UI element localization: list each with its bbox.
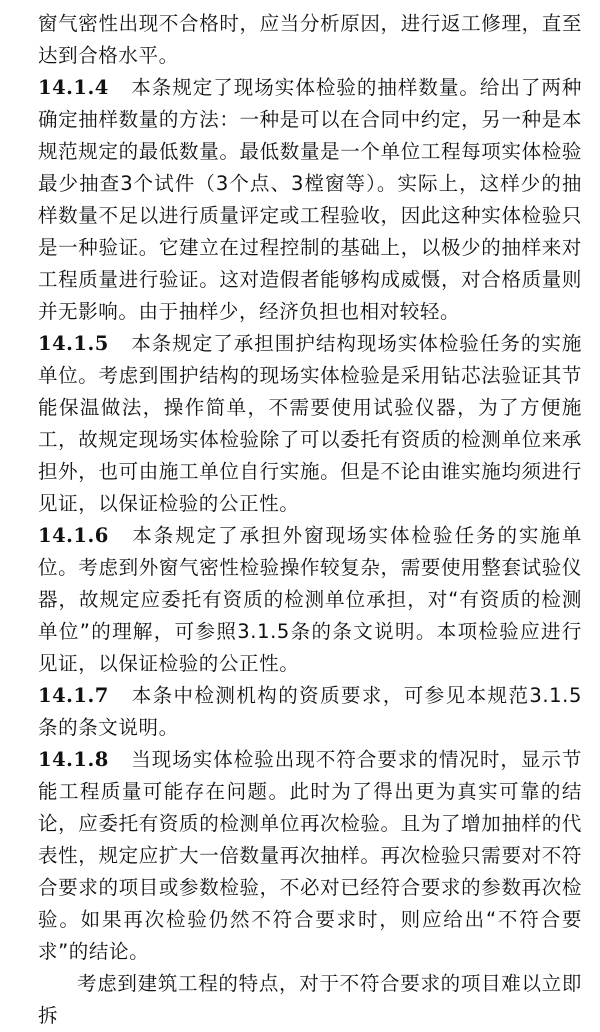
paragraph-trailing (38, 968, 582, 1032)
paragraph-text: 考虑到建筑工程的特点，对于不符合要求的项目难以立即拆 (38, 972, 582, 1027)
clause-text: 本条中检测机构的资质要求，可参见本规范3.1.5条的条文说明。 (38, 684, 582, 739)
clause-text: 本条规定了承担外窗现场实体检验任务的实施单位。考虑到外窗气密性检验操作较复杂，需要使用整套试验仪器，故规定应委托有资质的检测单位承担，对“有资质的检测单位”的理解，可参照3.1.5条的条文说明。本项检验应进行见证，以保证检验的公正性。 (38, 524, 582, 675)
clause-14-1-5 (38, 328, 582, 520)
clause-number: 14.1.8 (38, 748, 109, 771)
clause-number: 14.1.5 (38, 332, 109, 355)
clause-14-1-6 (38, 520, 582, 680)
clause-14-1-4 (38, 72, 582, 328)
paragraph-continuation (38, 8, 582, 72)
clause-number: 14.1.7 (38, 684, 109, 707)
clause-14-1-7 (38, 680, 582, 744)
paragraph-text: 窗气密性出现不合格时，应当分析原因，进行返工修理，直至达到合格水平。 (38, 12, 582, 67)
clause-text: 本条规定了承担围护结构现场实体检验任务的实施单位。考虑到围护结构的现场实体检验是采用钻芯法验证其节能保温做法，操作简单，不需要使用试验仪器，为了方便施工，故规定现场实体检验除了可以委托有资质的检测单位来承担外，也可由施工单位自行实施。但是不论由谁实施均须进行见证，以保证检验的公正性。 (38, 332, 582, 515)
clause-text: 当现场实体检验出现不符合要求的情况时，显示节能工程质量可能存在问题。此时为了得出更为真实可靠的结论，应委托有资质的检测单位再次检验。且为了增加抽样的代表性，规定应扩大一倍数量再次抽样。再次检验只需要对不符合要求的项目或参数检验，不必对已经符合要求的参数再次检验。如果再次检验仍然不符合要求时，则应给出“不符合要求”的结论。 (38, 748, 582, 963)
clause-text: 本条规定了现场实体检验的抽样数量。给出了两种确定抽样数量的方法：一种是可以在合同中约定，另一种是本规范规定的最低数量。最低数量是一个单位工程每项实体检验最少抽查3个试件（3个点、3樘窗等）。实际上，这样少的抽样数量不足以进行质量评定或工程验收，因此这种实体检验只是一种验证。它建立在过程控制的基础上，以极少的抽样来对工程质量进行验证。这对造假者能够构成威慑，对合格质量则并无影响。由于抽样少，经济负担也相对较轻。 (38, 76, 582, 323)
clause-number: 14.1.4 (38, 76, 109, 99)
clause-number: 14.1.6 (38, 524, 109, 547)
clause-14-1-8 (38, 744, 582, 968)
